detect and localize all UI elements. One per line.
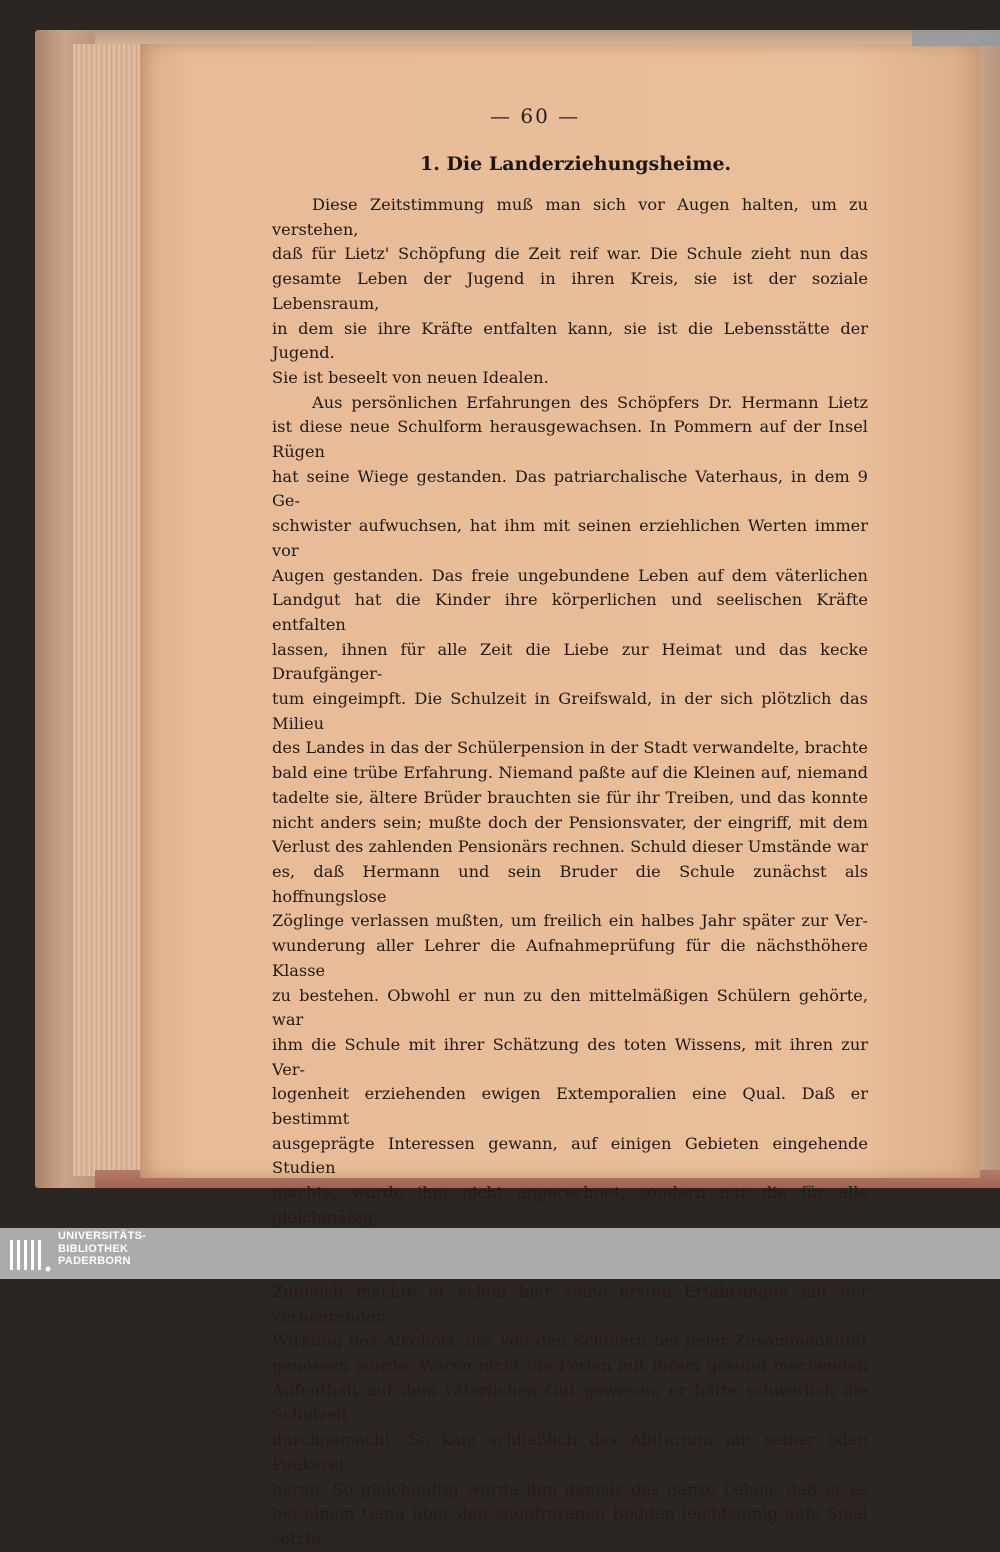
text-line: Sie ist beseelt von neuen Idealen. bbox=[272, 367, 549, 387]
text-line: daß für Lietz' Schöpfung die Zeit reif war. Die Schule zieht nun das bbox=[272, 244, 868, 264]
text-line: hat seine Wiege gestanden. Das patriarchalische Vaterhaus, in dem 9 Ge- bbox=[272, 466, 868, 511]
text-line: machte, wurde ihm nicht angerechnet, sondern nur die für alle gleichmäßig bbox=[272, 1183, 868, 1227]
text-line: ausgeprägte Interessen gewann, auf einigen Gebieten eingehende Studien bbox=[272, 1133, 868, 1178]
book-spine-strip bbox=[912, 30, 1000, 46]
paragraph-2 bbox=[272, 391, 868, 1552]
paragraph-1 bbox=[272, 193, 868, 391]
text-line: Diese Zeitstimmung muß man sich vor Augen halten, um zu verstehen, bbox=[272, 195, 868, 239]
text-line: nicht anders sein; mußte doch der Pensionsvater, der eingriff, mit dem bbox=[272, 812, 868, 832]
text-line: gesamte Leben der Jugend in ihren Kreis, sie ist der soziale Lebensraum, bbox=[272, 269, 868, 313]
text-line: durchgemacht. So kam schließlich das Abiturium mit seiner öden Paukerei bbox=[272, 1430, 868, 1474]
text-line: lassen, ihnen für alle Zeit die Liebe zur Heimat und das kecke Draufgänger- bbox=[272, 639, 868, 684]
text-line: zu bestehen. Obwohl er nun zu den mittelmäßigen Schülern gehörte, war bbox=[272, 985, 868, 1030]
text-line: Augen gestanden. Das freie ungebundene Leben auf dem väterlichen bbox=[272, 565, 868, 585]
library-logo-icon bbox=[6, 1236, 54, 1274]
text-line: wunderung aller Lehrer die Aufnahmeprüfung für die nächsthöhere Klasse bbox=[272, 936, 868, 980]
page-edges bbox=[73, 44, 143, 1176]
library-name-line: UNIVERSITÄTS- bbox=[58, 1230, 147, 1242]
book-cover-top bbox=[95, 30, 1000, 44]
text-line: es, daß Hermann und sein Bruder die Schule zunächst als hoffnungslose bbox=[272, 861, 868, 906]
text-line: Zöglinge verlassen mußten, um freilich ein halbes Jahr später zur Ver- bbox=[272, 911, 868, 931]
text-line: genossen wurde. Wären nicht die Ferien mit ihrem gesund machenden bbox=[272, 1356, 868, 1376]
text-line: Zugleich machte er schon hier seine ersten Erfahrungen mit der verheerenden bbox=[272, 1281, 868, 1326]
section-heading: 1. Die Landerziehungsheime. bbox=[420, 153, 732, 175]
text-line: tadelte sie, ältere Brüder brauchten sie für ihr Treiben, und das konnte bbox=[272, 787, 868, 807]
text-line: Aus persönlichen Erfahrungen des Schöpfers Dr. Hermann Lietz bbox=[312, 392, 868, 412]
body-text bbox=[272, 193, 868, 1552]
text-line: Wirkung des Alkohols, der von den Schülern bei jeder Zusammenkunft bbox=[272, 1331, 868, 1351]
text-line: des Landes in das der Schülerpension in der Stadt verwandelte, brachte bbox=[272, 738, 868, 758]
library-name bbox=[58, 1230, 146, 1268]
page-number: — 60 — bbox=[490, 104, 581, 128]
text-line: bei einem Gang über den zugefrorenen Bodden leichtsinnig aufs Spiel setzte. bbox=[272, 1504, 868, 1548]
text-line: heran. So gleichgültig wurde ihm damals das ganze Leben, daß er es bbox=[272, 1479, 868, 1499]
text-line: Landgut hat die Kinder ihre körperlichen und seelischen Kräfte entfalten bbox=[272, 590, 868, 634]
text-line: Aufenthalt auf dem väterlichen Gut gewesen, er hätte schwerlich die Schulzeit bbox=[272, 1380, 868, 1425]
text-line: Verlust des zahlenden Pensionärs rechnen. Schuld dieser Umstände war bbox=[272, 837, 868, 857]
text-line: tum eingeimpft. Die Schulzeit in Greifswald, in der sich plötzlich das Milieu bbox=[272, 689, 868, 733]
text-line: logenheit erziehenden ewigen Extemporalien eine Qual. Daß er bestimmt bbox=[272, 1084, 868, 1129]
library-footer-bar bbox=[0, 1228, 1000, 1279]
text-line: schwister aufwuchsen, hat ihm mit seinen erziehlichen Werten immer vor bbox=[272, 516, 868, 560]
text-line: ihm die Schule mit ihrer Schätzung des toten Wissens, mit ihren zur Ver- bbox=[272, 1034, 868, 1079]
library-name-line: PADERBORN bbox=[58, 1255, 131, 1267]
text-line: ist diese neue Schulform herausgewachsen. In Pommern auf der Insel Rügen bbox=[272, 417, 868, 462]
text-line: bald eine trübe Erfahrung. Niemand paßte auf die Kleinen auf, niemand bbox=[272, 763, 868, 783]
library-name-line: BIBLIOTHEK bbox=[58, 1242, 129, 1255]
text-line: in dem sie ihre Kräfte entfalten kann, sie ist die Lebensstätte der Jugend. bbox=[272, 318, 868, 363]
